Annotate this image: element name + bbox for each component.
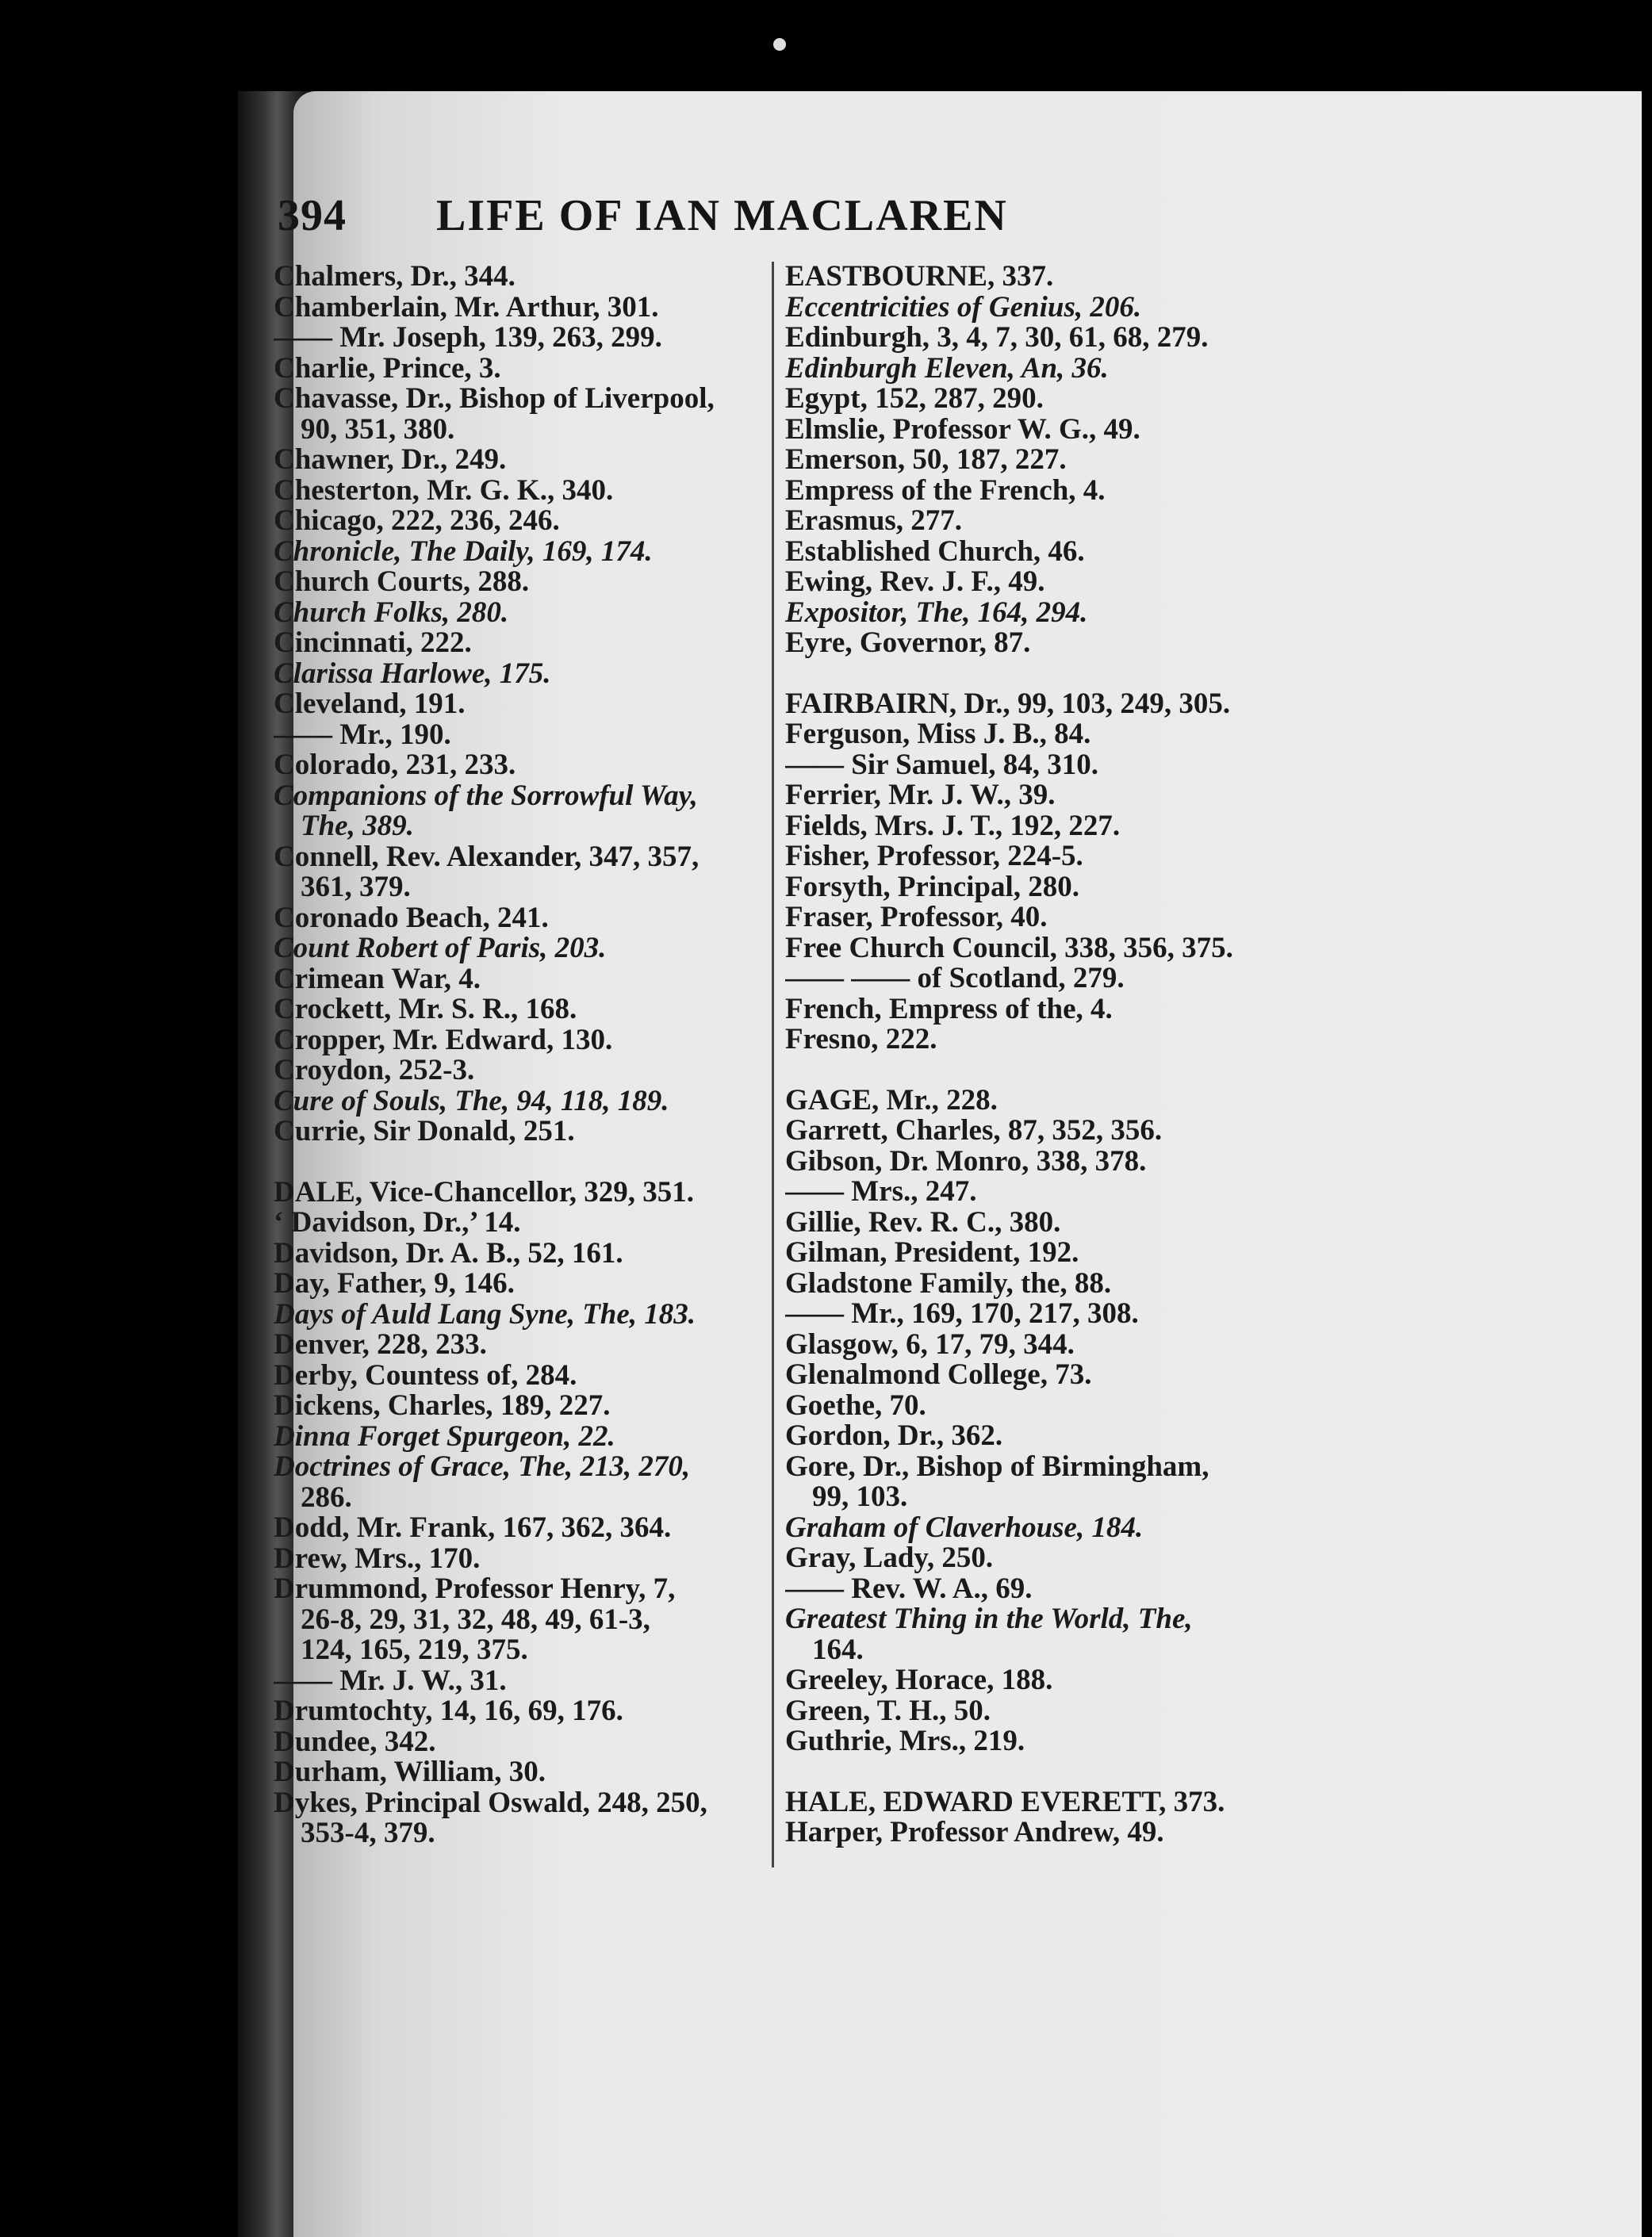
index-entry: Emerson, 50, 187, 227. (785, 445, 1067, 476)
index-entry: Gladstone Family, the, 88. (785, 1268, 1112, 1299)
index-entry: Erasmus, 277. (785, 506, 963, 537)
index-entry: Church Folks, 280. (274, 597, 509, 628)
index-entry: Established Church, 46. (785, 536, 1085, 567)
index-entry: Expositor, The, 164, 294. (785, 597, 1088, 628)
index-entry: —— Sir Samuel, 84, 310. (785, 749, 1099, 780)
index-entry: Gore, Dr., Bishop of Birmingham, (785, 1451, 1209, 1482)
index-entry: Green, T. H., 50. (785, 1695, 991, 1726)
index-entry: Edinburgh Eleven, An, 36. (785, 353, 1109, 384)
index-entry: Currie, Sir Donald, 251. (274, 1117, 575, 1147)
column-divider (772, 262, 774, 1867)
index-entry: Doctrines of Grace, The, 213, 270, (274, 1452, 691, 1483)
index-entry: Church Courts, 288. (274, 567, 530, 598)
index-entry: Ferrier, Mr. J. W., 39. (785, 780, 1056, 811)
index-entry: GAGE, Mr., 228. (785, 1085, 998, 1116)
index-entry: —— Mr. J. W., 31. (274, 1665, 507, 1696)
index-entry: FAIRBAIRN, Dr., 99, 103, 249, 305. (785, 688, 1231, 719)
index-entry: Greeley, Horace, 188. (785, 1665, 1053, 1696)
index-entry: Chawner, Dr., 249. (274, 445, 507, 476)
index-entry: Cure of Souls, The, 94, 118, 189. (274, 1086, 669, 1117)
index-entry: 90, 351, 380. (301, 414, 455, 445)
index-entry: Drew, Mrs., 170. (274, 1543, 481, 1574)
index-entry: Gillie, Rev. R. C., 380. (785, 1207, 1061, 1238)
index-entry: Glasgow, 6, 17, 79, 344. (785, 1329, 1075, 1360)
index-entry: Davidson, Dr. A. B., 52, 161. (274, 1238, 623, 1269)
index-entry: Dodd, Mr. Frank, 167, 362, 364. (274, 1513, 672, 1544)
index-entry: Cleveland, 191. (274, 689, 466, 720)
index-entry: Fresno, 222. (785, 1025, 937, 1055)
index-entry: French, Empress of the, 4. (785, 994, 1113, 1025)
index-entry: 26-8, 29, 31, 32, 48, 49, 61-3, (301, 1604, 650, 1635)
index-entry: Egypt, 152, 287, 290. (785, 384, 1044, 415)
index-entry: Count Robert of Paris, 203. (274, 933, 607, 964)
index-entry: Chesterton, Mr. G. K., 340. (274, 475, 614, 506)
index-entry: Chavasse, Dr., Bishop of Liverpool, (274, 384, 715, 415)
index-entry: Durham, William, 30. (274, 1757, 546, 1788)
page-header (278, 190, 1309, 262)
index-entry: —— Mr., 190. (274, 719, 451, 750)
index-entry: Eyre, Governor, 87. (785, 628, 1031, 659)
index-entry: Coronado Beach, 241. (274, 902, 549, 933)
index-entry: Drumtochty, 14, 16, 69, 176. (274, 1696, 623, 1727)
index-column-right (785, 262, 1309, 1848)
index-entry: Croydon, 252-3. (274, 1055, 475, 1086)
page-number: 394 (278, 191, 347, 240)
index-entry: 361, 379. (301, 872, 411, 903)
index-column-left (274, 262, 765, 1849)
index-entry: Cropper, Mr. Edward, 130. (274, 1025, 613, 1055)
index-entry: Edinburgh, 3, 4, 7, 30, 61, 68, 279. (785, 323, 1209, 354)
index-entry: Chalmers, Dr., 344. (274, 262, 516, 293)
index-entry: Fisher, Professor, 224-5. (785, 841, 1083, 872)
index-entry: Chamberlain, Mr. Arthur, 301. (274, 292, 659, 323)
index-entry: —— Rev. W. A., 69. (785, 1573, 1033, 1604)
index-entry: Connell, Rev. Alexander, 347, 357, (274, 841, 700, 872)
index-entry: Companions of the Sorrowful Way, (274, 780, 698, 811)
index-entry: Charlie, Prince, 3. (274, 353, 501, 384)
index-entry: Crockett, Mr. S. R., 168. (274, 994, 577, 1025)
index-entry: EASTBOURNE, 337. (785, 262, 1054, 293)
index-entry: 353-4, 379. (301, 1818, 435, 1849)
index-entry: Ewing, Rev. J. F., 49. (785, 567, 1045, 598)
index-entry: Gilman, President, 192. (785, 1238, 1079, 1269)
index-entry: Free Church Council, 338, 356, 375. (785, 933, 1233, 963)
index-entry: Dinna Forget Spurgeon, 22. (274, 1421, 615, 1452)
index-entry: Glenalmond College, 73. (785, 1360, 1092, 1391)
index-entry: —— —— of Scotland, 279. (785, 963, 1125, 994)
index-entry: Dykes, Principal Oswald, 248, 250, (274, 1787, 707, 1818)
index-entry: Graham of Claverhouse, 184. (785, 1512, 1144, 1543)
index-entry: 286. (301, 1482, 352, 1513)
index-entry: Drummond, Professor Henry, 7, (274, 1574, 676, 1605)
running-title: LIFE OF IAN MACLAREN (436, 191, 1008, 240)
index-entry: Garrett, Charles, 87, 352, 356. (785, 1116, 1163, 1147)
index-entry: —— Mr., 169, 170, 217, 308. (785, 1299, 1139, 1330)
top-mark (771, 36, 789, 54)
index-entry: The, 389. (301, 811, 414, 842)
index-entry: Eccentricities of Genius, 206. (785, 292, 1142, 323)
index-entry: Chicago, 222, 236, 246. (274, 506, 560, 537)
index-entry: Day, Father, 9, 146. (274, 1269, 515, 1300)
index-entry: Dundee, 342. (274, 1726, 436, 1757)
index-entry: Greatest Thing in the World, The, (785, 1604, 1193, 1635)
index-entry: Clarissa Harlowe, 175. (274, 658, 551, 689)
index-entry: HALE, EDWARD EVERETT, 373. (785, 1787, 1225, 1818)
index-entry: Ferguson, Miss J. B., 84. (785, 719, 1091, 750)
index-entry: Empress of the French, 4. (785, 475, 1106, 506)
index-entry: Dickens, Charles, 189, 227. (274, 1391, 611, 1422)
index-entry: 99, 103. (812, 1482, 908, 1513)
index-entry: Goethe, 70. (785, 1390, 926, 1421)
index-entry: Gordon, Dr., 362. (785, 1421, 1003, 1452)
index-entry: Chronicle, The Daily, 169, 174. (274, 536, 653, 567)
index-entry: Days of Auld Lang Syne, The, 183. (274, 1299, 696, 1330)
index-entry: Elmslie, Professor W. G., 49. (785, 414, 1140, 445)
index-entry: ‘ Davidson, Dr.,’ 14. (274, 1208, 521, 1239)
index-entry: Colorado, 231, 233. (274, 750, 516, 781)
index-entry: DALE, Vice-Chancellor, 329, 351. (274, 1177, 694, 1208)
index-entry: Gibson, Dr. Monro, 338, 378. (785, 1146, 1147, 1177)
index-entry: Forsyth, Principal, 280. (785, 871, 1080, 902)
index-entry: —— Mrs., 247. (785, 1177, 977, 1208)
index-entry: Denver, 228, 233. (274, 1330, 487, 1361)
index-entry: Crimean War, 4. (274, 963, 481, 994)
index-entry: —— Mr. Joseph, 139, 263, 299. (274, 323, 662, 354)
index-entry: Fraser, Professor, 40. (785, 902, 1048, 933)
index-entry: Cincinnati, 222. (274, 628, 472, 659)
index-entry: Guthrie, Mrs., 219. (785, 1726, 1025, 1757)
index-entry: Fields, Mrs. J. T., 192, 227. (785, 810, 1121, 841)
index-entry: Harper, Professor Andrew, 49. (785, 1818, 1164, 1848)
index-entry: Gray, Lady, 250. (785, 1543, 994, 1574)
index-entry: 164. (812, 1634, 864, 1665)
index-entry: 124, 165, 219, 375. (301, 1635, 528, 1666)
index-entry: Derby, Countess of, 284. (274, 1360, 577, 1391)
